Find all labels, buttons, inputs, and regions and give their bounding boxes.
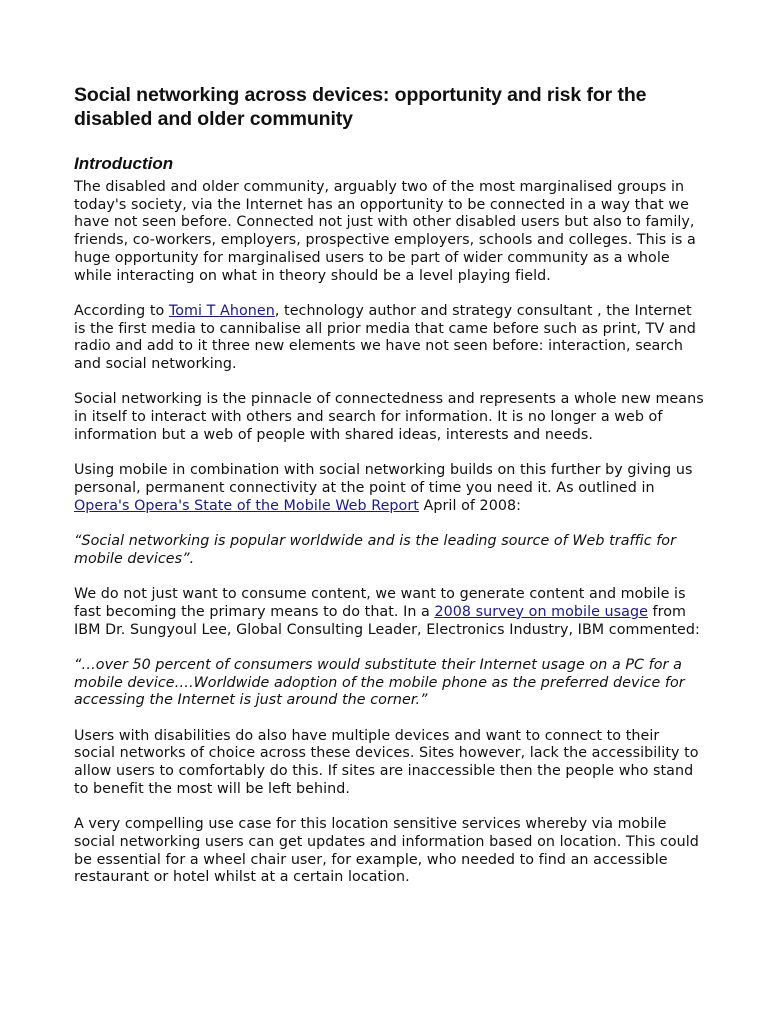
- paragraph-ahonen: [74, 303, 704, 374]
- paragraph-text: We do not just want to consume content, we want to generate content and mobile is fast becoming the primary means to do that. In a: [74, 586, 686, 620]
- paragraph-social-networking: Social networking is the pinnacle of connectedness and represents a whole new means in itself to interact with others and search for information. It is no longer a web of information but a web of people with shared ideas, interests and needs.: [74, 391, 704, 443]
- paragraph-generate-content: [74, 586, 704, 639]
- paragraph-text: Using mobile in combination with social networking builds on this further by giving us personal, permanent connectivity at the point of time you need it. As outlined in: [74, 462, 693, 496]
- paragraph-mobile: [74, 462, 704, 515]
- quote-opera: “Social networking is popular worldwide and is the leading source of Web traffic for mobile devices”.: [74, 533, 677, 567]
- link-tomi-ahonen[interactable]: Tomi T Ahonen: [168, 302, 275, 319]
- paragraph-text: April of 2008:: [418, 497, 521, 514]
- paragraph-disabilities: Users with disabilities do also have multiple devices and want to connect to their social networks of choice across these devices. Sites however, lack the accessibility to allow users to comfortably do this. If sites are inaccessible then the people who stand to benefit the most will be left behind.: [74, 727, 699, 797]
- paragraph-text: According to: [74, 302, 169, 319]
- section-heading-introduction: Introduction: [74, 154, 174, 173]
- paragraph-text: from IBM Dr. Sungyoul Lee, Global Consulting Leader, Electronics Industry, IBM commented:: [74, 603, 700, 638]
- page-title: Social networking across devices: opportunity and risk for the disabled and older community: [74, 84, 647, 130]
- quote-ibm: “…over 50 percent of consumers would substitute their Internet usage on a PC for a mobile device….Worldwide adoption of the mobile phone as the preferred device for accessing the Internet is just around the corner.”: [74, 656, 685, 709]
- paragraph-text: , technology author and strategy consultant , the Internet is the first media to cannibalise all prior media that came before such as print, TV and radio and add to it three new elements we have not seen before: interaction, search and social networking.: [74, 302, 696, 373]
- link-opera-report[interactable]: Opera's Opera's State of the Mobile Web Report: [74, 497, 419, 514]
- link-ibm-survey[interactable]: 2008 survey on mobile usage: [434, 603, 648, 620]
- paragraph-location: A very compelling use case for this location sensitive services whereby via mobile social networking users can get updates and information based on location. This could be essential for a wheel chair user, for example, who needed to find an accessible restaurant or hotel whilst at a certain location.: [74, 816, 699, 886]
- document-page: [74, 83, 704, 905]
- paragraph-intro: The disabled and older community, arguably two of the most marginalised groups in today's society, via the Internet has an opportunity to be connected in a way that we have not seen before. Connected not just with other disabled users but also to family, friends, co-workers, employers, prospective employers, schools and colleges. This is a huge opportunity for marginalised users to be part of wider community as a whole while interacting on what in theory should be a level playing field.: [74, 179, 696, 284]
